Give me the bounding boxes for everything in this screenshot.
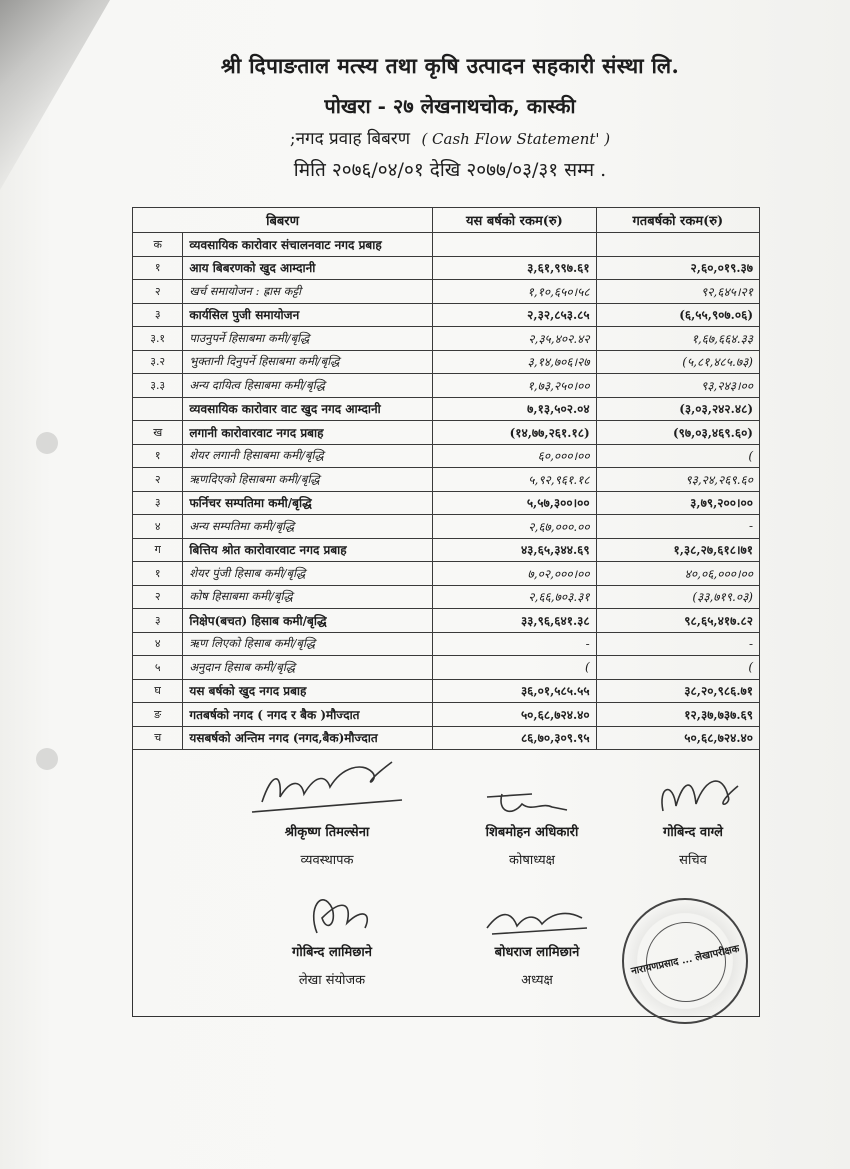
row-description: खर्च समायोजन : ह्रास कट्टी: [183, 280, 433, 304]
row-description: लगानी कारोवारवाट नगद प्रबाह: [183, 421, 433, 445]
row-current-year-amount: ७,०२,०००।००: [433, 562, 597, 586]
table-row: [133, 256, 760, 280]
row-description: ऋण लिएको हिसाब कमी/बृद्धि: [183, 632, 433, 656]
row-serial: १: [133, 256, 183, 280]
row-serial: १: [133, 562, 183, 586]
signatory-role: अध्यक्ष: [521, 973, 553, 988]
table-row: [133, 444, 760, 468]
row-previous-year-amount: (६,५५,९०७.०६): [596, 303, 759, 327]
signatory-name: बोधराज लामिछाने: [494, 945, 580, 960]
row-previous-year-amount: ४०,०६,०००।००: [596, 562, 759, 586]
row-serial: २: [133, 468, 183, 492]
row-serial: ३: [133, 609, 183, 633]
row-previous-year-amount: ३८,२०,९८६.७१: [596, 679, 759, 703]
row-previous-year-amount: १,६७,६६४.३३: [596, 327, 759, 351]
table-row: [133, 491, 760, 515]
signatory-name: गोबिन्द वाग्ले: [663, 825, 723, 840]
row-serial: ङ: [133, 703, 183, 727]
handwritten-signature-icon: [638, 766, 748, 822]
row-current-year-amount: [433, 233, 597, 257]
signatory-role: लेखा संयोजक: [298, 973, 366, 988]
row-serial: ३.२: [133, 350, 183, 374]
statement-title-nepali: ;नगद प्रवाह बिबरण: [289, 129, 411, 149]
table-row: [133, 656, 760, 680]
row-current-year-amount: ३३,९६,६४१.३८: [433, 609, 597, 633]
row-serial: क: [133, 233, 183, 257]
row-serial: च: [133, 726, 183, 750]
row-description: कार्यसिल पुजी समायोजन: [183, 303, 433, 327]
organization-name: श्री दिपाङताल मत्स्य तथा कृषि उत्पादन सहकारी संस्था लि.: [220, 53, 680, 78]
row-current-year-amount: (१४,७७,२६१.१८): [433, 421, 597, 445]
cash-flow-table-body: [133, 233, 760, 750]
row-serial: ४: [133, 515, 183, 539]
row-serial: २: [133, 280, 183, 304]
table-row: [133, 679, 760, 703]
signatory-role: सचिव: [679, 853, 707, 868]
table-row: [133, 374, 760, 398]
table-row: [133, 726, 760, 750]
column-header-previous-year: गतबर्षको रकम(रु): [596, 208, 759, 233]
seal-text: नारायणप्रसाद ... लेखापरीक्षक: [630, 943, 741, 978]
table-row: [133, 397, 760, 421]
statement-date-range: मिति २०७६/०४/०१ देखि २०७७/०३/३१ सम्म .: [293, 159, 607, 181]
column-header-description: बिबरण: [133, 208, 433, 233]
table-row: [133, 327, 760, 351]
table-row: [133, 280, 760, 304]
punch-hole: [36, 748, 58, 770]
row-current-year-amount: ७,१३,५०२.०४: [433, 397, 597, 421]
row-serial: ४: [133, 632, 183, 656]
statement-title: [100, 126, 800, 149]
row-previous-year-amount: [596, 233, 759, 257]
row-current-year-amount: २,६७,०००.००: [433, 515, 597, 539]
row-current-year-amount: -: [433, 632, 597, 656]
signatory-role: कोषाध्यक्ष: [509, 853, 555, 868]
row-description: बित्तिय श्रोत कारोवारवाट नगद प्रबाह: [183, 538, 433, 562]
table-row: [133, 468, 760, 492]
row-previous-year-amount: ५०,६८,७२४.४०: [596, 726, 759, 750]
row-serial: ख: [133, 421, 183, 445]
row-serial: २: [133, 585, 183, 609]
row-description: यस बर्षको खुद नगद प्रबाह: [183, 679, 433, 703]
row-serial: ३: [133, 491, 183, 515]
table-row: [133, 350, 760, 374]
handwritten-signature-icon: [472, 782, 592, 822]
row-previous-year-amount: ९३,२४,२६९.६०: [596, 468, 759, 492]
row-previous-year-amount: २,६०,०१९.३७: [596, 256, 759, 280]
handwritten-signature-icon: [277, 878, 387, 942]
row-previous-year-amount: (: [596, 656, 759, 680]
row-description: शेयर लगानी हिसाबमा कमी/बृद्धि: [183, 444, 433, 468]
table-row: [133, 585, 760, 609]
row-previous-year-amount: -: [596, 515, 759, 539]
table-row: [133, 303, 760, 327]
row-current-year-amount: (: [433, 656, 597, 680]
organization-address: पोखरा - २७ लेखनाथचोक, कास्की: [324, 94, 576, 118]
row-serial: १: [133, 444, 183, 468]
statement-title-english: ( Cash Flow Statement' ): [421, 130, 611, 148]
row-previous-year-amount: ९३,२४३।००: [596, 374, 759, 398]
row-previous-year-amount: ३,७९,२००।००: [596, 491, 759, 515]
signature-accounts-coordinator: [262, 878, 402, 988]
signature-treasurer: [462, 782, 602, 868]
row-description: पाउनुपर्ने हिसाबमा कमी/बृद्धि: [183, 327, 433, 351]
row-description: अन्य सम्पतिमा कमी/बृद्धि: [183, 515, 433, 539]
row-current-year-amount: ४३,६५,३४४.६९: [433, 538, 597, 562]
row-description: गतबर्षको नगद ( नगद र बैक )मौज्दात: [183, 703, 433, 727]
row-previous-year-amount: (: [596, 444, 759, 468]
table-row: [133, 538, 760, 562]
handwritten-signature-icon: [472, 898, 602, 942]
row-description: शेयर पुंजी हिसाब कमी/बृद्धि: [183, 562, 433, 586]
signatory-name: शिबमोहन अधिकारी: [485, 825, 579, 840]
row-description: कोष हिसाबमा कमी/बृद्धि: [183, 585, 433, 609]
row-description: फर्निचर सम्पतिमा कमी/बृद्धि: [183, 491, 433, 515]
row-current-year-amount: २,३२,८५३.८५: [433, 303, 597, 327]
signature-secretary: [628, 766, 758, 868]
row-current-year-amount: ८६,७०,३०९.९५: [433, 726, 597, 750]
table-header-row: [133, 208, 760, 233]
row-previous-year-amount: १२,३७,७३७.६९: [596, 703, 759, 727]
row-current-year-amount: ३,६१,९९७.६१: [433, 256, 597, 280]
auditor-seal-stamp: [622, 898, 748, 1024]
punch-hole: [36, 432, 58, 454]
row-current-year-amount: ३६,०१,५८५.५५: [433, 679, 597, 703]
signature-manager: [232, 742, 422, 868]
row-previous-year-amount: १,३८,२७,६१८।७१: [596, 538, 759, 562]
row-description: आय बिबरणको खुद आम्दानी: [183, 256, 433, 280]
row-description: भुक्तानी दिनुपर्ने हिसाबमा कमी/बृद्धि: [183, 350, 433, 374]
row-previous-year-amount: (३,०३,२४२.४८): [596, 397, 759, 421]
cash-flow-table: [132, 207, 760, 750]
row-serial: ५: [133, 656, 183, 680]
row-serial: ग: [133, 538, 183, 562]
row-previous-year-amount: ९२,६४५।२१: [596, 280, 759, 304]
table-row: [133, 233, 760, 257]
row-current-year-amount: ५,५७,३००।००: [433, 491, 597, 515]
signatory-name: श्रीकृष्ण तिमल्सेना: [284, 825, 370, 840]
signatory-role: व्यवस्थापक: [300, 853, 354, 868]
row-current-year-amount: २,६६,७०३.३१: [433, 585, 597, 609]
row-current-year-amount: ५०,६८,७२४.४०: [433, 703, 597, 727]
handwritten-signature-icon: [242, 742, 412, 822]
row-current-year-amount: १,१०,६५०।५८: [433, 280, 597, 304]
row-current-year-amount: ६०,०००।००: [433, 444, 597, 468]
table-row: [133, 421, 760, 445]
row-description: व्यवसायिक कारोवार संचालनवाट नगद प्रबाह: [183, 233, 433, 257]
row-current-year-amount: ५,९२,९६१.१८: [433, 468, 597, 492]
table-row: [133, 609, 760, 633]
row-description: निक्षेप(बचत) हिसाब कमी/बृद्धि: [183, 609, 433, 633]
row-previous-year-amount: -: [596, 632, 759, 656]
row-previous-year-amount: (३३,७१९.०३): [596, 585, 759, 609]
row-description: यसबर्षको अन्तिम नगद (नगद,बैक)मौज्दात: [183, 726, 433, 750]
column-header-current-year: यस बर्षको रकम(रु): [433, 208, 597, 233]
row-serial: ३.१: [133, 327, 183, 351]
row-current-year-amount: ३,१४,७०६।२७: [433, 350, 597, 374]
row-current-year-amount: २,३५,४०२.४२: [433, 327, 597, 351]
table-row: [133, 632, 760, 656]
row-previous-year-amount: ९८,६५,४१७.८२: [596, 609, 759, 633]
row-description: व्यवसायिक कारोवार वाट खुद नगद आम्दानी: [183, 397, 433, 421]
row-description: अनुदान हिसाब कमी/बृद्धि: [183, 656, 433, 680]
row-description: ऋणदिएको हिसाबमा कमी/बृद्धि: [183, 468, 433, 492]
row-serial: घ: [133, 679, 183, 703]
row-serial: [133, 397, 183, 421]
row-previous-year-amount: (५,८१,४८५.७३): [596, 350, 759, 374]
row-serial: ३.३: [133, 374, 183, 398]
row-previous-year-amount: (९७,०३,४६९.६०): [596, 421, 759, 445]
table-row: [133, 562, 760, 586]
row-serial: ३: [133, 303, 183, 327]
signatory-name: गोबिन्द लामिछाने: [292, 945, 372, 960]
signature-chairperson: [462, 898, 612, 988]
table-row: [133, 515, 760, 539]
row-current-year-amount: १,७३,२५०।००: [433, 374, 597, 398]
row-description: अन्य दायित्व हिसाबमा कमी/बृद्धि: [183, 374, 433, 398]
table-row: [133, 703, 760, 727]
